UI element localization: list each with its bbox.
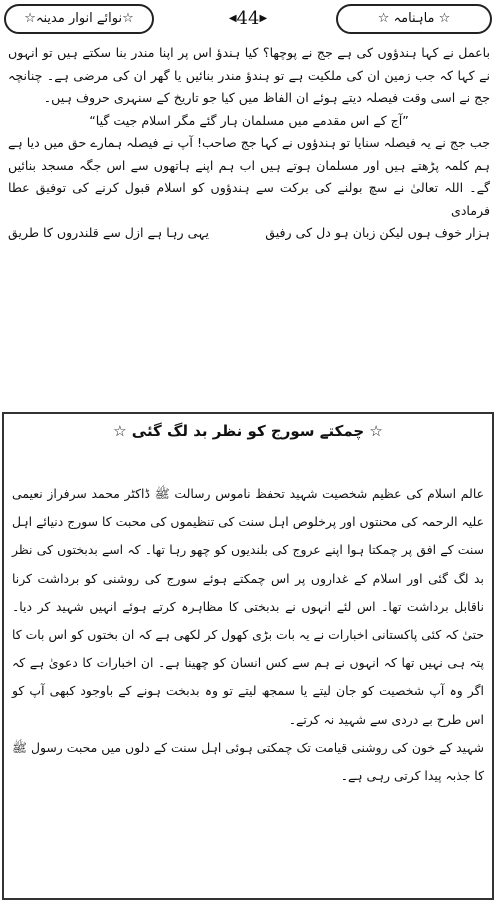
page-number (216, 6, 280, 32)
article-paragraph: عالم اسلام کی عظیم شخصیت شہید تحفظ ناموس رسالت ﷺ ڈاکٹر محمد سرفراز نعیمی علیہ الرحمہ کی محنتوں اور پرخلوص اہل سنت کی تنظیموں کی محبت کا سورج دنیائے اہل سنت کے افق پر چمکتا ہوا اپنے عروج کی بلندیوں کو چھو رہا تھا۔ کہ اسے بدبختوں کی نظر بد لگ گئی اور اسلام کے غداروں پر اس چمکتے ہوئے سورج کی روشنی کو برداشت کرنا ناقابل برداشت تھا۔ اس لئے انہوں نے بدبختی کا مظاہرہ کرتے ہوئے انہیں شہید کر دیا۔ حتیٰ کہ کئی پاکستانی اخبارات نے یہ بات بڑی کھول کر لکھی ہے کہ ان بختوں کو اس بات کا پتہ ہی نہیں تھا کہ انہوں نے ہم سے کس انسان کو چھینا ہے۔ ان اخبارات کا دعویٰ ہے کہ اگر وہ آپ شخصیت کو جان لیتے یا سمجھ لیتے تو وہ بدبخت ہونے کے باوجود کبھی آپ کو اس طرح بے دردی سے شہید نہ کرتے۔ (12, 486, 484, 727)
magazine-label: ☆ ماہنامہ ☆ (336, 4, 492, 34)
ornament-left-icon: ◀ (228, 13, 237, 24)
poem-line-second: یہی رہا ہے ازل سے قلندروں کا طریق (8, 225, 209, 240)
page-header (0, 0, 496, 38)
body-paragraph: جب جج نے یہ فیصلہ سنایا تو ہندؤوں نے کہا جج صاحب! آپ نے فیصلہ ہمارے حق میں دیا ہے ہم کلمہ پڑھتے ہیں اور مسلمان ہوتے ہیں اب ہم اپنے ہاتھوں سے اس جگہ مسجد بنائیں گے۔ اللہ تعالیٰ نے سچ بولنے کی برکت سے ہندؤوں کو اسلام قبول کرنے کی توفیق عطا فرمادی (8, 135, 490, 218)
top-section (8, 42, 490, 245)
journal-name-label: ☆نوائے انوار مدینہ☆ (4, 4, 154, 34)
page-number-value: 44 (236, 8, 260, 29)
article-paragraph: شہید کے خون کی روشنی قیامت تک چمکتی ہوئی اہل سنت کے دلوں میں محبت رسول ﷺ کا جذبہ پیدا کرتی رہی ہے۔ (12, 739, 484, 784)
poem-couplet (8, 222, 490, 245)
body-paragraph: باعمل نے کہا ہندؤوں کی ہے جج نے پوچھا؟ کیا ہندؤ اس پر اپنا مندر بنا سکتے ہیں تو انہوں نے کہا کہ جب زمین ان کی ملکیت ہے تو ہندؤ مندر بنائیں یا گھر ان کی مرضی ہے۔ چنانچہ جج نے اسی وقت فیصلہ دیتے ہوئے ان الفاظ میں کیا جو تاریخ کے سنہری حروف ہیں۔ (8, 45, 490, 105)
ornament-right-icon: ▶ (259, 13, 268, 24)
article-body (12, 480, 484, 790)
article-box (2, 412, 494, 900)
poem-line-first: ہزار خوف ہوں لیکن زبان ہو دل کی رفیق (265, 225, 490, 240)
article-title: ☆ چمکتے سورج کو نظر بد لگ گئی ☆ (113, 422, 383, 440)
judge-quote: ”آج کے اس مقدمے میں مسلمان ہار گئے مگر اسلام جیت گیا“ (89, 112, 409, 128)
